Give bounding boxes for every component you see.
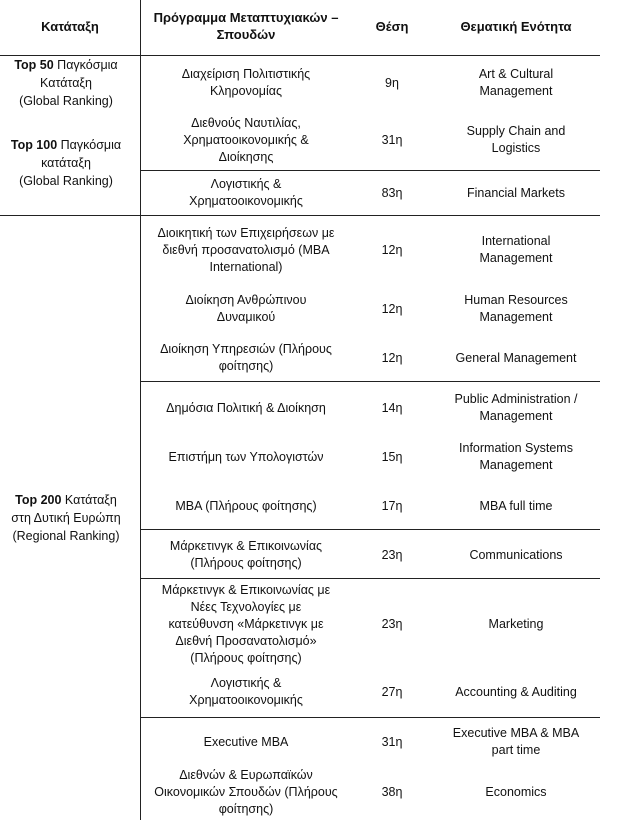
row-7-subject: Public Administration / Management [454,392,578,423]
group-top-50 [0,56,140,110]
row-divider [140,381,600,382]
row-13-subject: Executive MBA & MBA part time [452,726,580,757]
row-divider [140,170,600,171]
row-divider [140,578,600,579]
row-10-program: Μάρκετινγκ & Επικοινωνίας (Πλήρους φοίτησης) [169,539,323,570]
row-6-program: Διοίκηση Υπηρεσιών (Πλήρους φοίτησης) [160,342,332,373]
group-top-100-text: Παγκόσμια κατάταξη (Global Ranking) [19,138,122,188]
row-11-program: Μάρκετινγκ & Επικοινωνίας με Νέες Τεχνολογίες με κατεύθυνση «Μάρκετινγκ με Διεθνή Προσανατολισμό» (Πλήρους φοίτησης) [161,582,331,665]
header-program: Πρόγραμμα Μεταπτυχιακών – Σπουδών [153,10,339,42]
row-2-subject: Supply Chain and Logistics [466,124,566,155]
row-divider [140,529,600,530]
row-13-program: Executive MBA [203,734,289,749]
row-5-subject: Human Resources Management [464,293,568,324]
column-divider [140,0,141,820]
group-top-50-text: Παγκόσμια Κατάταξη (Global Ranking) [19,58,118,108]
header-position: Θέση [375,18,409,34]
row-14-position: 38η [381,784,403,799]
row-5-position: 12η [381,301,403,316]
group-top-200 [0,491,140,545]
row-8-program: Επιστήμη των Υπολογιστών [168,449,324,464]
row-divider [140,717,600,718]
row-10-position: 23η [381,547,403,562]
row-12-subject: Accounting & Auditing [455,684,577,699]
row-5-program: Διοίκηση Ανθρώπινου Δυναμικού [185,293,307,324]
row-7-program: Δημόσια Πολιτική & Διοίκηση [166,400,326,415]
row-13-position: 31η [381,734,403,749]
header-divider [0,55,600,56]
row-9-program: MBA (Πλήρους φοίτησης) [175,498,317,513]
group-top-100-strong: Top 100 [10,138,58,152]
row-12-program: Λογιστικής & Χρηματοοικονομικής [189,676,303,707]
row-11-subject: Marketing [488,616,544,631]
row-1-subject: Art & Cultural Management [478,67,554,98]
header-ranking: Κατάταξη [41,18,99,34]
row-10-subject: Communications [469,547,563,562]
group-top-200-text: Κατάταξη στη Δυτική Ευρώπη (Regional Ranking) [11,493,121,543]
row-3-subject: Financial Markets [467,185,565,200]
row-6-position: 12η [381,350,403,365]
row-12-position: 27η [381,684,403,699]
row-14-subject: Economics [485,784,547,799]
section-divider [0,215,600,216]
row-3-program: Λογιστικής & Χρηματοοικονομικής [189,177,303,208]
row-1-position: 9η [385,75,399,90]
row-4-subject: International Management [479,234,553,265]
row-9-subject: MBA full time [479,498,553,513]
row-7-position: 14η [381,400,403,415]
row-8-subject: Information Systems Management [459,441,573,472]
row-2-program: Διεθνούς Ναυτιλίας, Χρηματοοικονομικής & Διοίκησης [183,115,309,164]
row-1-program: Διαχείριση Πολιτιστικής Κληρονομίας [181,67,311,98]
row-2-position: 31η [381,132,403,147]
row-14-program: Διεθνών & Ευρωπαϊκών Οικονομικών Σπουδών (Πλήρους φοίτησης) [154,767,338,816]
row-8-position: 15η [381,449,403,464]
group-top-50-strong: Top 50 [14,58,54,72]
group-top-100 [0,136,140,190]
group-top-200-strong: Top 200 [15,493,62,507]
row-4-position: 12η [381,242,403,257]
row-3-position: 83η [381,185,403,200]
header-subject: Θεματική Ενότητα [460,18,572,34]
row-9-position: 17η [381,498,403,513]
row-11-position: 23η [381,616,403,631]
row-6-subject: General Management [455,350,577,365]
row-4-program: Διοικητική των Επιχειρήσεων με διεθνή προσανατολισμό (MBA International) [157,225,335,274]
